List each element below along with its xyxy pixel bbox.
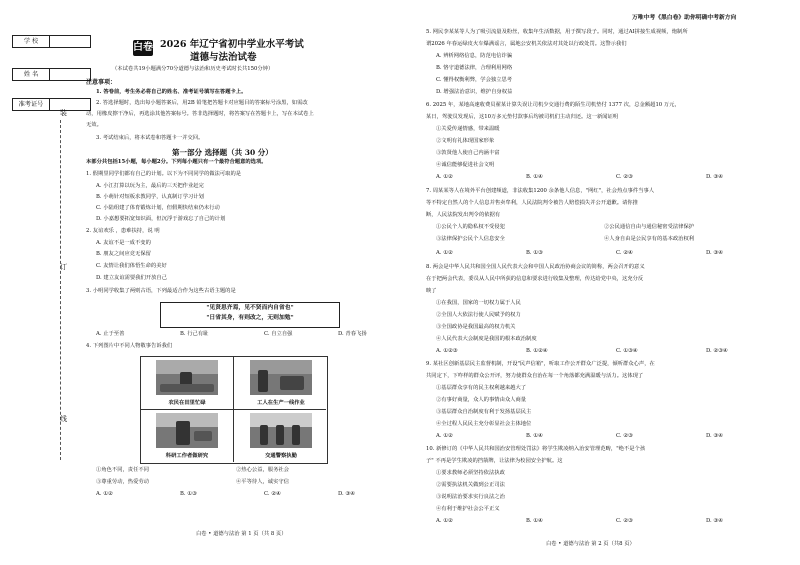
question-8-item: ②全国人大依法行使人民赋予的权力 bbox=[436, 312, 521, 318]
question-6-option[interactable]: B. ①④ bbox=[526, 174, 543, 180]
page-footer: 白卷 • 道德与法治 第 2 页（共8 页） bbox=[546, 541, 635, 547]
note-line: 3. 考试结束后，将本试卷和答题卡一并交回。 bbox=[96, 135, 204, 141]
question-5-option[interactable]: C. 懂得权衡利弊，学会独立思考 bbox=[436, 77, 513, 83]
farmer-photo bbox=[156, 360, 218, 395]
quote-line: "见贤思齐焉，见不贤而内自省也" bbox=[206, 305, 294, 311]
question-4-option[interactable]: D. ③④ bbox=[338, 491, 355, 497]
question-8-stem: 在于把两会代表，委员从人民中所获的信息和要求进行收集及整理，传达给党中央，这充分反 bbox=[426, 276, 644, 282]
question-3-option[interactable]: D. 青春飞扬 bbox=[338, 331, 367, 337]
exam-subject: 道德与法治试卷 bbox=[190, 52, 257, 63]
photo-caption: 科研工作者做研究 bbox=[165, 453, 209, 459]
question-8-stem: 映了 bbox=[426, 288, 437, 294]
question-5-stem: 谓2026 年春运绿皮火车爆满谣言，属地公安机关依法对其处以行政处罚。这警示我们 bbox=[426, 41, 627, 47]
question-9-stem: 9. 某社区创新基层民主监督机制，开设"民声信箱"，听取工作公开群众广泛提，倾听群众心声，在 bbox=[426, 361, 655, 367]
question-5-option[interactable]: B. 恪守道德法律，合理利用网络 bbox=[436, 65, 513, 71]
question-7-stem: 等不特定自然人的个人信息并售卖牟利，人民法院判令被告人赔偿损失并公开道歉。请你推 bbox=[426, 200, 638, 206]
question-4-item: ③尊重劳动，热爱劳动 bbox=[96, 479, 149, 485]
ancient-quote-box bbox=[160, 302, 340, 328]
exam-subtitle: （本试卷共19小题满分70分道德与法治和历史考试时长共150分钟） bbox=[112, 66, 274, 72]
question-3-option[interactable]: C. 自立自强 bbox=[264, 331, 293, 337]
question-10-stem: 子" 不再是学生欺凌的挡箭牌，让法律为校园安全护航。这 bbox=[426, 458, 563, 464]
question-5-option[interactable]: D. 增强法治意识，维护自身权益 bbox=[436, 89, 513, 95]
part-heading: 第一部分 选择题（共 30 分） bbox=[172, 148, 273, 157]
name-field[interactable] bbox=[48, 68, 91, 81]
question-6-option[interactable]: A. ①② bbox=[436, 174, 453, 180]
note-line: 1. 答卷前，考生务必将自己的姓名、准考证号填写在答题卡上。 bbox=[96, 89, 247, 95]
question-2-option[interactable]: C. 友情让我们体悟生命的美好 bbox=[96, 263, 167, 269]
question-2-option[interactable]: B. 朋友之间应竞无保留 bbox=[96, 251, 151, 257]
question-6-item: ③敦贤他人使自己内涵丰富 bbox=[436, 150, 500, 156]
question-2-option[interactable]: D. 建立友谊需要我们开放自己 bbox=[96, 275, 167, 281]
question-9-option[interactable]: B. ①④ bbox=[526, 433, 543, 439]
question-7-option[interactable]: A. ①② bbox=[436, 250, 453, 256]
question-4-stem: 4. 下列图片中不同人物敬事告诉我们 bbox=[86, 343, 173, 349]
school-field[interactable] bbox=[48, 35, 91, 48]
question-4-item: ④平等待人，诚实守信 bbox=[236, 479, 289, 485]
question-1-option[interactable]: B. 小萌针对短板求教同学，认真制订学习计划 bbox=[96, 194, 204, 200]
question-6-item: ④诚信能够促进社会文明 bbox=[436, 162, 495, 168]
exam-number-label: 准考证号 bbox=[12, 98, 50, 111]
question-10-item: ①要求教师必须坚持依法执政 bbox=[436, 470, 505, 476]
question-10-option[interactable]: C. ②③ bbox=[616, 518, 633, 524]
question-9-item: ②有事好商量，众人的事情由众人商量 bbox=[436, 397, 527, 403]
question-1-option[interactable]: D. 小嘉想要拓宽知识面，但沉浮于游戏忘了自己的计划 bbox=[96, 216, 226, 222]
question-10-stem: 10. 新修订的《中华人民共和国治安管理处罚法》将学生欺凌纳入治安管理范畴，"绝不是个孩 bbox=[426, 446, 646, 452]
note-line: 2. 答选择题时，选出每小题答案后，用2B 铅笔把答题卡对应题目的答案标号涂黑，如需改 bbox=[96, 100, 308, 106]
question-10-option[interactable]: A. ①② bbox=[436, 518, 453, 524]
question-7-option[interactable]: C. ②④ bbox=[616, 250, 633, 256]
binding-mark-ding: 订 bbox=[60, 263, 67, 271]
header-slogan: 万唯中考《黑白卷》助你明确中考新方向 bbox=[632, 15, 737, 21]
question-6-item: ①关爱传递情感，带来温暖 bbox=[436, 126, 500, 132]
notes-heading: 注意事项： bbox=[86, 79, 117, 86]
question-4-option[interactable]: A. ①② bbox=[96, 491, 113, 497]
researcher-photo bbox=[156, 413, 218, 448]
question-7-stem: 断，人民法院发出判令的依据有 bbox=[426, 212, 501, 218]
question-9-option[interactable]: C. ②③ bbox=[616, 433, 633, 439]
question-4-item: ②热心公益，服务社会 bbox=[236, 467, 289, 473]
question-8-item: ④人民代表大会制度是我国的根本政治制度 bbox=[436, 336, 537, 342]
question-1-option[interactable]: A. 小江打算以玩为主，最后的三天把作业赶完 bbox=[96, 183, 204, 189]
question-8-option[interactable]: D. ②③④ bbox=[706, 348, 728, 354]
question-10-option[interactable]: D. ③④ bbox=[706, 518, 723, 524]
binding-mark-xian: 线 bbox=[60, 415, 67, 423]
school-label: 学 校 bbox=[12, 35, 50, 48]
question-7-option[interactable]: D. ③④ bbox=[706, 250, 723, 256]
question-6-stem: 某日，驾驶员发现后，这10万多元垫付款事后均被司机们主动归还。这一新闻证明 bbox=[426, 114, 619, 120]
question-3-stem: 3. 小明同学收集了两则古语，下列最适合作为这些古语主题的是 bbox=[86, 288, 236, 294]
quote-line: "日省其身，有则改之，无则加勉" bbox=[206, 315, 294, 321]
exam-page-2 bbox=[400, 0, 800, 565]
question-8-option[interactable]: B. ①②④ bbox=[526, 348, 548, 354]
part-instruction: 本部分共包括15小题，每小题2分。下列每小题只有一个最符合题意的选项。 bbox=[86, 159, 267, 165]
question-6-item: ②文明有礼体现国家形象 bbox=[436, 138, 495, 144]
question-6-stem: 6. 2025 年，某地高速收费员翟某计算失误让司机少交通行费的陌生司机垫付 1377 次，总金额超10 万元， bbox=[426, 102, 680, 108]
photo-grid-divider bbox=[140, 409, 326, 410]
question-9-stem: 共同定下，下咋样的群众公开评，努力使群众自治在每一个角落都充满温暖与活力。这体现了 bbox=[426, 373, 644, 379]
question-9-option[interactable]: A. ①② bbox=[436, 433, 453, 439]
question-10-item: ④有利于维护社会公平正义 bbox=[436, 506, 500, 512]
question-7-item: ④人身自由是公民享有的基本政治权利 bbox=[604, 236, 695, 242]
worker-photo bbox=[250, 360, 312, 395]
question-3-option[interactable]: B. 行己有耻 bbox=[180, 331, 209, 337]
question-7-item: ①公民个人的隐私权不受侵犯 bbox=[436, 224, 505, 230]
question-2-option[interactable]: A. 友谊不是一成不变的 bbox=[96, 240, 151, 246]
question-9-item: ④全过程人民民主充分彰显社会主体地位 bbox=[436, 421, 532, 427]
name-label: 姓 名 bbox=[12, 68, 50, 81]
note-line: 动，用橡皮擦干净后，再选涂其他答案标号。答非选择题时，将答案写在答题卡上，写在本试卷上 bbox=[86, 111, 314, 117]
police-photo bbox=[250, 413, 312, 448]
question-8-stem: 8. 两会是中华人民共和国全国人民代表大会和中国人民政治协商会议的简称，两会召开的意义 bbox=[426, 264, 645, 270]
note-line: 无效。 bbox=[86, 122, 102, 128]
question-8-item: ③全国政协是我国最高的权力机关 bbox=[436, 324, 516, 330]
binding-line bbox=[60, 120, 61, 460]
question-4-item: ①角色不同，责任不同 bbox=[96, 467, 149, 473]
question-8-option[interactable]: C. ①③④ bbox=[616, 348, 638, 354]
question-9-option[interactable]: D. ③④ bbox=[706, 433, 723, 439]
question-7-item: ②公民通信自由与通信秘密受法律保护 bbox=[604, 224, 695, 230]
photo-caption: 农民在田里忙碌 bbox=[168, 400, 206, 406]
exam-number-field[interactable] bbox=[48, 98, 91, 111]
question-6-option[interactable]: D. ③④ bbox=[706, 174, 723, 180]
question-8-option[interactable]: A. ①②③ bbox=[436, 348, 458, 354]
question-10-option[interactable]: B. ①④ bbox=[526, 518, 543, 524]
question-7-item: ③法律保护公民个人信息安全 bbox=[436, 236, 505, 242]
exam-title: 2026 年辽宁省初中学业水平考试 bbox=[160, 39, 304, 50]
binding-mark-zhuang: 装 bbox=[60, 109, 67, 117]
question-3-option[interactable]: A. 止于至善 bbox=[96, 331, 125, 337]
page-footer: 白卷 • 道德与法治 第 1 页（共 8 页） bbox=[196, 531, 287, 537]
question-7-option[interactable]: B. ①③ bbox=[526, 250, 543, 256]
question-10-item: ②需要执法机关做到公正司法 bbox=[436, 482, 505, 488]
question-1-stem: 1. 假期里同学们都有自己的计划。以下为不同同学的做法可取的是 bbox=[86, 171, 242, 177]
question-10-item: ③说明法治要求实行良法之治 bbox=[436, 494, 505, 500]
photo-caption: 交通警察执勤 bbox=[265, 453, 297, 459]
question-2-stem: 2. 友谊欢乐 ，患难扶持，说 明 bbox=[86, 228, 160, 234]
question-6-option[interactable]: C. ②③ bbox=[616, 174, 633, 180]
question-4-option[interactable]: B. ①③ bbox=[180, 491, 197, 497]
question-4-option[interactable]: C. ②④ bbox=[264, 491, 281, 497]
question-5-stem: 5. 网民李某某等人为了吸引流量及粉丝，收集年生活数据，用于撰写段子。同时，通过AI拼接生成视频，炮制所 bbox=[426, 29, 688, 35]
question-9-item: ①基层群众享有的民主权利越来越大了 bbox=[436, 385, 527, 391]
question-9-item: ③基层群众自治制度有利于发扬基层民主 bbox=[436, 409, 532, 415]
question-8-item: ①在我国，国家的一切权力属于人民 bbox=[436, 300, 521, 306]
photo-caption: 工人在生产一线作业 bbox=[257, 400, 305, 406]
question-1-option[interactable]: C. 小陆组建了体育锻炼计划，但假期快结束仍未行动 bbox=[96, 205, 220, 211]
white-paper-stamp: 白卷 bbox=[133, 40, 153, 56]
question-7-stem: 7. 周某某等人在境外平台创建频道，非法收集1200 余条他人信息，"网红"，社会热点事件当事人 bbox=[426, 188, 655, 194]
question-5-option[interactable]: A. 辨析网络信息，防范电信诈骗 bbox=[436, 53, 513, 59]
